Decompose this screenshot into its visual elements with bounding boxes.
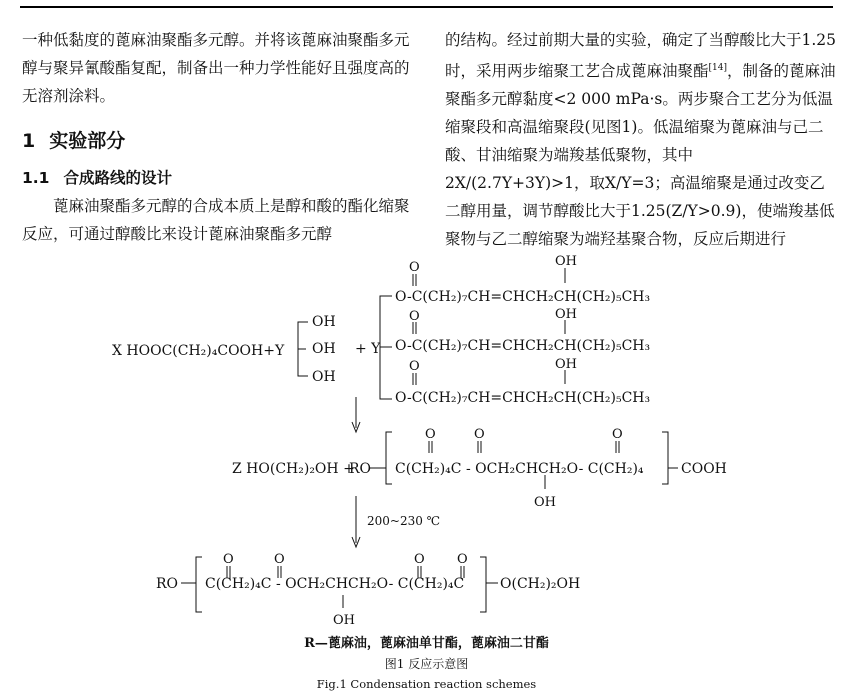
carbonyl-oxygen: O bbox=[457, 552, 468, 567]
carbonyl-oxygen: O bbox=[612, 427, 623, 442]
carbonyl-oxygen: O bbox=[425, 427, 436, 442]
carbonyl-oxygen: O bbox=[474, 427, 485, 442]
hydroxyl-group: OH bbox=[555, 307, 577, 322]
hydroxyl-group: OH bbox=[312, 314, 336, 330]
r-group: RO bbox=[349, 461, 372, 477]
reactant-acid: X HOOC(CH₂)₄COOH+Y bbox=[112, 343, 285, 359]
hydroxyl-group: OH bbox=[555, 254, 577, 269]
hydroxyl-group: OH bbox=[534, 495, 556, 510]
carbonyl-oxygen: O bbox=[414, 552, 425, 567]
r-group: RO bbox=[156, 576, 179, 592]
subsection-title: 合成路线的设计 bbox=[63, 169, 172, 187]
ester-chain: O-C(CH₂)₇CH=CHCH₂CH(CH₂)₅CH₃ bbox=[395, 390, 651, 406]
hydroxyl-group: OH bbox=[333, 613, 355, 628]
section-number: 1 bbox=[22, 130, 36, 152]
carboxyl-end: COOH bbox=[681, 461, 727, 477]
paragraph: 蓖麻油聚酯多元醇的合成本质上是醇和酸的酯化缩聚反应，可通过醇酸比来设计蓖麻油聚酯多元醇 bbox=[22, 197, 410, 243]
paragraph-text: ，制备的蓖麻油聚酯多元醇黏度<2 000 mPa·s。两步聚合工艺分为低温缩聚段和高温缩聚段(见图1)。低温缩聚为蓖麻油与己二酸、甘油缩聚为端羧基低聚物，其中2X/(2.7Y+3Y)>1，取X/Y=3；高温缩聚是通过改变乙二醇用量，调节醇酸比大于1.25(Z/Y>0.9)，使端羧基低聚物与乙二醇缩聚为端羟基聚合物，反应后期进行 bbox=[445, 62, 836, 249]
figure-caption-cn: 图1 反应示意图 bbox=[384, 657, 469, 671]
carbonyl-oxygen: O bbox=[274, 552, 285, 567]
ester-chain: O-C(CH₂)₇CH=CHCH₂CH(CH₂)₅CH₃ bbox=[395, 338, 651, 354]
carbonyl-oxygen: O bbox=[223, 552, 234, 567]
carbonyl-oxygen: O bbox=[409, 359, 420, 374]
hydroxyl-group: OH bbox=[555, 357, 577, 372]
oligomer-repeat-unit: C(CH₂)₄C - OCH₂CHCH₂O- C(CH₂)₄ bbox=[395, 461, 644, 477]
glycol-reactant: Z HO(CH₂)₂OH + bbox=[232, 461, 355, 477]
plus-y: + Y bbox=[355, 341, 381, 357]
r-definition: R—蓖麻油，蓖麻油单甘酯，蓖麻油二甘酯 bbox=[304, 636, 549, 651]
carbonyl-oxygen: O bbox=[409, 260, 420, 275]
hydroxyl-group: OH bbox=[312, 369, 336, 385]
figure-caption-en: Fig.1 Condensation reaction schemes bbox=[316, 677, 537, 691]
reaction-condition: 200~230 ℃ bbox=[367, 514, 441, 528]
citation: [14] bbox=[708, 63, 727, 73]
section-title: 实验部分 bbox=[49, 130, 126, 152]
paragraph: 一种低黏度的蓖麻油聚酯多元醇。并将该蓖麻油聚酯多元醇与聚异氰酸酯复配，制备出一种力学性能好且强度高的无溶剂涂料。 bbox=[22, 31, 410, 105]
polymer-repeat-unit: C(CH₂)₄C - OCH₂CHCH₂O- C(CH₂)₄C bbox=[205, 576, 465, 592]
hydroxyl-end: O(CH₂)₂OH bbox=[500, 576, 581, 592]
paragraph-text: 的结构。经过前期大量的实验，确定了当醇酸比大于1.25时，采用两步缩聚工艺合成蓖麻油聚酯 bbox=[445, 31, 837, 81]
subsection-number: 1.1 bbox=[22, 169, 50, 187]
hydroxyl-group: OH bbox=[312, 341, 336, 357]
ester-chain: O-C(CH₂)₇CH=CHCH₂CH(CH₂)₅CH₃ bbox=[395, 289, 651, 305]
carbonyl-oxygen: O bbox=[409, 309, 420, 324]
